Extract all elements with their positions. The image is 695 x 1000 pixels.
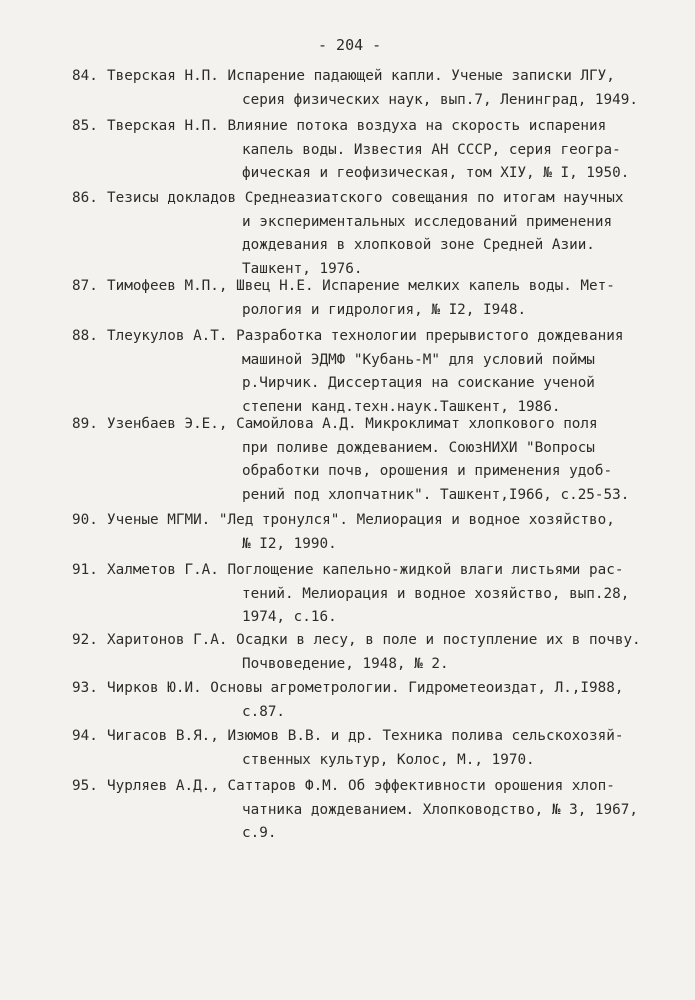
entry-text-line: с.87. bbox=[242, 703, 286, 720]
entry-text-line: Узенбаев Э.Е., Самойлова А.Д. Микроклимат хлопкового поля bbox=[107, 416, 598, 432]
page-number: - 204 - bbox=[318, 36, 382, 54]
entry-text-line: Тверская Н.П. Испарение падающей капли. Ученые записки ЛГУ, bbox=[107, 68, 615, 84]
entry-text-line: Чигасов В.Я., Изюмов В.В. и др. Техника полива сельскохозяй- bbox=[107, 728, 624, 744]
entry-number: 91. bbox=[72, 562, 98, 578]
entry-text-line: ственных культур, Колос, М., 1970. bbox=[242, 751, 535, 768]
entry-text-line: рений под хлопчатник". Ташкент,I966, с.25-53. bbox=[242, 486, 630, 503]
entry-text-line: капель воды. Известия АН СССР, серия геогра- bbox=[242, 141, 621, 158]
entry-text-line: чатника дождеванием. Хлопководство, № 3, 1967, bbox=[242, 801, 638, 818]
entry-number: 90. bbox=[72, 512, 98, 528]
entry-number: 85. bbox=[72, 118, 98, 134]
entry-text-line: Харитонов Г.А. Осадки в лесу, в поле и поступление их в почву. bbox=[107, 632, 641, 648]
entry-number: 87. bbox=[72, 278, 98, 294]
entry-text-line: Почвоведение, 1948, № 2. bbox=[242, 655, 449, 672]
entry-number: 93. bbox=[72, 680, 98, 696]
entry-text-line: при поливе дождеванием. СоюзНИХИ "Вопросы bbox=[242, 439, 595, 456]
entry-text-line: Тезисы докладов Среднеазиатского совещания по итогам научных bbox=[107, 190, 624, 206]
entry-text-line: машиной ЭДМФ "Кубань-М" для условий поймы bbox=[242, 351, 595, 368]
entry-text-line: тений. Мелиорация и водное хозяйство, вып.28, bbox=[242, 585, 630, 602]
entry-number: 84. bbox=[72, 68, 98, 84]
entry-text-line: и экспериментальных исследований применения bbox=[242, 213, 613, 230]
entry-text-line: № I2, 1990. bbox=[242, 535, 337, 552]
entry-text-line: Ташкент, 1976. bbox=[242, 260, 363, 277]
entry-text-line: Тимофеев М.П., Швец Н.Е. Испарение мелких капель воды. Мет- bbox=[107, 278, 615, 294]
entry-text-line: с.9. bbox=[242, 825, 277, 841]
entry-text-line: р.Чирчик. Диссертация на соискание ученой bbox=[242, 375, 595, 391]
entry-number: 94. bbox=[72, 728, 98, 744]
entry-number: 86. bbox=[72, 190, 98, 206]
entry-text-line: Тверская Н.П. Влияние потока воздуха на скорость испарения bbox=[107, 118, 607, 134]
entry-text-line: рология и гидрология, № I2, I948. bbox=[242, 301, 527, 318]
entry-text-line: степени канд.техн.наук.Ташкент, 1986. bbox=[242, 398, 561, 415]
entry-text-line: дождевания в хлопковой зоне Средней Азии. bbox=[242, 237, 595, 253]
entry-number: 88. bbox=[72, 328, 98, 344]
entry-text-line: Тлеукулов А.Т. Разработка технологии прерывистого дождевания bbox=[107, 328, 624, 344]
entry-text-line: обработки почв, орошения и применения удоб- bbox=[242, 463, 613, 479]
entry-text-line: Халметов Г.А. Поглощение капельно-жидкой влаги листьями рас- bbox=[107, 562, 624, 578]
entry-text-line: Ученые МГМИ. "Лед тронулся". Мелиорация и водное хозяйство, bbox=[107, 512, 615, 528]
entry-number: 89. bbox=[72, 416, 98, 432]
entry-number: 92. bbox=[72, 632, 98, 648]
entry-text-line: серия физических наук, вып.7, Ленинград, 1949. bbox=[242, 91, 638, 108]
entry-text-line: фическая и геофизическая, том XIУ, № I, 1950. bbox=[242, 165, 630, 181]
entry-text-line: Чурляев А.Д., Саттаров Ф.М. Об эффективности орошения хлоп- bbox=[107, 778, 615, 794]
entry-number: 95. bbox=[72, 778, 98, 794]
entry-text-line: Чирков Ю.И. Основы агрометрологии. Гидрометеоиздат, Л.,I988, bbox=[107, 680, 624, 696]
entry-text-line: 1974, с.16. bbox=[242, 609, 337, 625]
